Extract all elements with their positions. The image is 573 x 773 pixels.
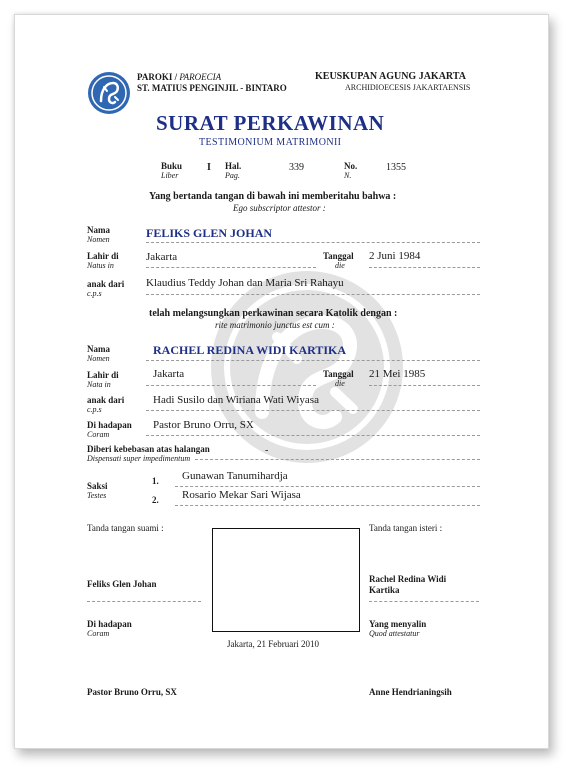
witness-label: Saksi: [87, 481, 108, 491]
groom-born-latin: Natus in: [87, 261, 114, 270]
bride-born-date-line: [369, 385, 480, 386]
paroki-latin: PAROECIA: [179, 72, 222, 82]
officiant-label: Di hadapan: [87, 420, 132, 430]
groom-born-date: 2 Juni 1984: [369, 250, 421, 262]
place-date: Jakarta, 21 Februari 2010: [227, 639, 319, 649]
copier-signature-name: Anne Hendrianingsih: [369, 687, 452, 697]
groom-parents-line: [146, 294, 480, 295]
bride-born-latin: Nata in: [87, 380, 111, 389]
copier-label: Yang menyalin: [369, 619, 427, 629]
bride-born-date: 21 Mei 1985: [369, 368, 426, 380]
dispensation-value: -: [265, 445, 269, 456]
hal-latin: Pag.: [225, 171, 240, 180]
parish-name: ST. MATIUS PENGINJIL - BINTARO: [137, 83, 287, 93]
groom-signature-label: Tanda tangan suami :: [87, 523, 164, 533]
document-title-latin: TESTIMONIUM MATRIMONII: [199, 137, 342, 148]
diocese-name: KEUSKUPAN AGUNG JAKARTA: [315, 71, 466, 82]
bride-signature-name-2: Kartika: [369, 585, 400, 595]
paroki-line: [137, 72, 221, 82]
diocese-latin: ARCHIDIOECESIS JAKARTAENSIS: [345, 83, 471, 92]
bride-signature-name-1: Rachel Redina Widi: [369, 574, 447, 584]
intro-text: Yang bertanda tangan di bawah ini memberitahu bahwa :: [149, 191, 397, 202]
hal-label: Hal.: [225, 161, 242, 171]
paroki-label: PAROKI /: [137, 72, 178, 82]
marriage-text: telah melangsungkan perkawinan secara Katolik dengan :: [149, 308, 398, 319]
officiant-latin: Coram: [87, 430, 110, 439]
bride-signature-line: [369, 601, 479, 602]
sig-officiant-latin: Coram: [87, 629, 110, 638]
bride-date-label: Tanggal: [323, 369, 354, 379]
witness-2-line: [175, 505, 480, 506]
witness-1-number: 1.: [152, 476, 159, 486]
dispensation-latin: Dispensati super impedimentum: [87, 454, 191, 463]
witness-1-line: [175, 486, 480, 487]
buku-label: Buku: [161, 161, 183, 171]
groom-name-line: [146, 242, 480, 243]
bride-born-place: Jakarta: [153, 368, 185, 380]
certificate-page: [14, 14, 549, 749]
groom-signature-name: Feliks Glen Johan: [87, 579, 157, 589]
groom-parents-latin: c.p.s: [87, 289, 102, 298]
groom-name-label: Nama: [87, 225, 110, 235]
bride-parents: Hadi Susilo dan Wiriana Wati Wiyasa: [153, 394, 319, 406]
witness-2-number: 2.: [152, 495, 159, 505]
officiant-line: [146, 435, 480, 436]
no-label: No.: [344, 161, 358, 171]
bride-born-place-line: [146, 385, 316, 386]
groom-signature-line: [87, 601, 201, 602]
bride-parents-latin: c.p.s: [87, 405, 102, 414]
bride-name-line: [146, 360, 480, 361]
no-value: 1355: [386, 162, 406, 173]
bride-born-label: Lahir di: [87, 370, 119, 380]
photo-box: [212, 528, 360, 632]
bride-name-latin: Nomen: [87, 354, 110, 363]
witness-2-name: Rosario Mekar Sari Wijasa: [182, 489, 301, 501]
buku-value: I: [207, 162, 211, 173]
copier-latin: Quod attestatur: [369, 629, 420, 638]
groom-date-latin: die: [335, 261, 345, 270]
officiant-signature-name: Pastor Bruno Orru, SX: [87, 687, 177, 697]
groom-born-place-line: [146, 267, 316, 268]
document-title: SURAT PERKAWINAN: [156, 111, 385, 135]
witness-1-name: Gunawan Tanumihardja: [182, 470, 288, 482]
watermark-logo-icon: [207, 267, 407, 467]
dispensation-label: Diberi kebebasan atas halangan: [87, 444, 210, 454]
bride-date-latin: die: [335, 379, 345, 388]
marriage-text-latin: rite matrimonio junctus est cum :: [215, 320, 335, 330]
bride-name-label: Nama: [87, 344, 110, 354]
witness-latin: Testes: [87, 491, 107, 500]
no-latin: N.: [344, 171, 352, 180]
groom-name-latin: Nomen: [87, 235, 110, 244]
groom-name: FELIKS GLEN JOHAN: [146, 226, 273, 240]
groom-parents: Klaudius Teddy Johan dan Maria Sri Rahayu: [146, 277, 344, 289]
bride-name: RACHEL REDINA WIDI KARTIKA: [153, 343, 347, 357]
buku-latin: Liber: [161, 171, 179, 180]
bride-signature-label: Tanda tangan isteri :: [369, 523, 443, 533]
officiant-name: Pastor Bruno Orru, SX: [153, 419, 254, 431]
sig-officiant-label: Di hadapan: [87, 619, 132, 629]
bride-parents-line: [146, 410, 480, 411]
parish-logo-icon: [87, 71, 131, 115]
bride-parents-label: anak dari: [87, 395, 125, 405]
hal-value: 339: [289, 162, 304, 173]
groom-born-date-line: [369, 267, 480, 268]
groom-date-label: Tanggal: [323, 251, 354, 261]
groom-parents-label: anak dari: [87, 279, 125, 289]
groom-born-label: Lahir di: [87, 251, 119, 261]
groom-born-place: Jakarta: [146, 251, 178, 263]
dispensation-line: [195, 459, 480, 460]
intro-latin: Ego subscriptor attestor :: [233, 203, 326, 213]
